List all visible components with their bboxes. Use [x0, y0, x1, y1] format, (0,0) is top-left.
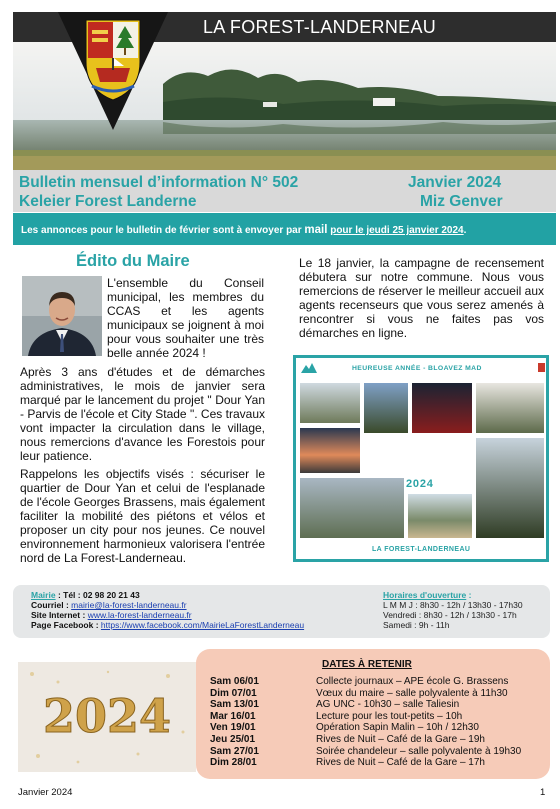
bulletin-title: Bulletin mensuel d’information N° 502 — [19, 174, 299, 191]
date-event: Rives de Nuit – Café de la Gare – 17h — [316, 757, 485, 769]
photo-snow-cabin — [476, 383, 544, 433]
contact-box — [13, 585, 550, 638]
courriel-label: Courriel : — [31, 600, 72, 610]
year-2024-text: 2024 — [42, 689, 172, 743]
page-number: 1 — [540, 787, 546, 798]
date-event: Soirée chandeleur – salle polyvalente à 19h30 — [316, 745, 522, 757]
hours-colon: : — [466, 590, 472, 600]
dates-heading: DATES À RETENIR — [322, 659, 412, 670]
town-title: LA FOREST-LANDERNEAU — [203, 17, 437, 37]
card-greeting: HEUREUSE ANNÉE - BLOAVEZ MAD — [352, 365, 482, 372]
date-day: Dim 28/01 — [210, 757, 257, 769]
submission-notice — [13, 213, 556, 245]
mairie-phone: : Tél : 02 98 20 21 43 — [55, 590, 140, 600]
date-event: Vœux du maire – salle polyvalente à 11h30 — [316, 687, 508, 699]
edito-intro: L'ensemble du Conseil municipal, les membres du CCAS et les agents municipaux se joignent à moi pour vous souhaiter une très belle année 2024 ! — [107, 276, 264, 360]
date-event: Rives de Nuit – Café de la Gare – 19h — [316, 733, 485, 745]
coat-of-arms-icon — [58, 12, 168, 130]
photo-flowers — [364, 383, 408, 433]
date-item — [210, 688, 521, 700]
hours-saturday: Samedi : 9h - 11h — [383, 620, 450, 630]
hours-label: Horaires d'ouverture — [383, 590, 467, 600]
town-logo-icon — [301, 363, 317, 375]
photo-forest — [476, 438, 544, 538]
facebook-label: Page Facebook : — [31, 620, 101, 630]
bulletin-title-breton: Keleier Forest Landerne — [19, 193, 197, 210]
date-item — [210, 722, 521, 734]
bulletin-date: Janvier 2024 — [408, 174, 502, 191]
date-day: Mar 16/01 — [210, 710, 256, 722]
date-day: Sam 27/01 — [210, 745, 259, 757]
dates-to-remember — [196, 649, 550, 779]
date-day: Dim 07/01 — [210, 687, 257, 699]
website-link[interactable]: www.la-forest-landerneau.fr — [87, 610, 192, 620]
bulletin-title-bar — [13, 170, 556, 212]
site-label: Site Internet : — [31, 610, 88, 620]
date-item — [210, 699, 521, 711]
photo-beach — [408, 494, 472, 538]
hours-friday: Vendredi : 8h30 - 12h / 13h30 - 17h — [383, 610, 517, 620]
date-day: Ven 19/01 — [210, 722, 256, 734]
census-paragraph: Le 18 janvier, la campagne de recensement débutera sur notre commune. Nous vous remercions de réserver le meilleur accueil aux agents recenseurs que vous serez amenés à rencontrer si vous ne faites pas vos démarches en ligne. — [299, 256, 544, 340]
bulletin-date-breton: Miz Genver — [420, 193, 503, 210]
dates-list — [210, 676, 521, 769]
photo-church — [300, 383, 360, 423]
notice-text: Les annonces pour le bulletin de février sont à envoyer par — [21, 225, 302, 236]
photo-sunset — [300, 428, 360, 473]
date-item — [210, 746, 521, 758]
card-year: 2024 — [406, 478, 434, 490]
edito-paragraph-2: Rappelons les objectifs visés : sécuriser le quartier de Dour Yan et celui de l'esplanade de l'école Georges Brassens, mais également faciliter la mobilité des piétons et vélos et proposer un city pour nos jeunes. Ce nouvel environnement harmonieux valorisera l'entrée nord de La Forest-Landerneau. — [20, 467, 265, 565]
date-event: AG UNC - 10h30 – salle Taliesin — [316, 699, 460, 711]
mayor-portrait — [22, 276, 102, 356]
edito-paragraph-1: Après 3 ans d'études et de démarches administratives, le mois de janvier sera marqué par le lancement du projet " Dour Yan - Parvis de l'école et City Stade ". Ces travaux vont impacter la circulation dans le village, nous remercions d'avance les Forestois pour leur patience. — [20, 365, 265, 463]
photo-river — [300, 478, 404, 538]
date-item — [210, 734, 521, 746]
photo-christmas-lights — [412, 383, 472, 433]
notice-deadline: pour le jeudi 25 janvier 2024 — [330, 225, 464, 236]
date-item — [210, 711, 521, 723]
date-item — [210, 676, 521, 688]
new-year-card — [293, 355, 549, 562]
date-event: Lecture pour les tout-petits – 10h — [316, 710, 463, 722]
crest-small-icon — [538, 363, 545, 372]
contact-details — [31, 590, 304, 630]
date-event: Collecte journaux – APE école G. Brassens — [316, 676, 509, 687]
facebook-link[interactable]: https://www.facebook.com/MairieLaForestLanderneau — [100, 620, 305, 630]
mairie-label: Mairie — [31, 590, 56, 600]
email-link[interactable]: mairie@la-forest-landerneau.fr — [71, 600, 187, 610]
footer-date: Janvier 2024 — [18, 787, 73, 798]
date-day: Sam 06/01 — [210, 676, 259, 687]
date-day: Sam 13/01 — [210, 699, 259, 711]
edito-heading: Édito du Maire — [76, 252, 190, 270]
notice-mail-word: mail — [304, 224, 328, 236]
date-event: Opération Sapin Malin – 10h / 12h30 — [316, 722, 479, 734]
date-item — [210, 757, 521, 769]
header-banner — [13, 12, 556, 170]
card-town-name: LA FOREST-LANDERNEAU — [372, 546, 471, 553]
date-day: Jeu 25/01 — [210, 733, 256, 745]
notice-suffix: . — [463, 225, 467, 236]
hours-weekdays: L M M J : 8h30 - 12h / 13h30 - 17h30 — [383, 600, 523, 610]
opening-hours — [383, 590, 523, 630]
new-year-2024-image — [18, 662, 196, 772]
